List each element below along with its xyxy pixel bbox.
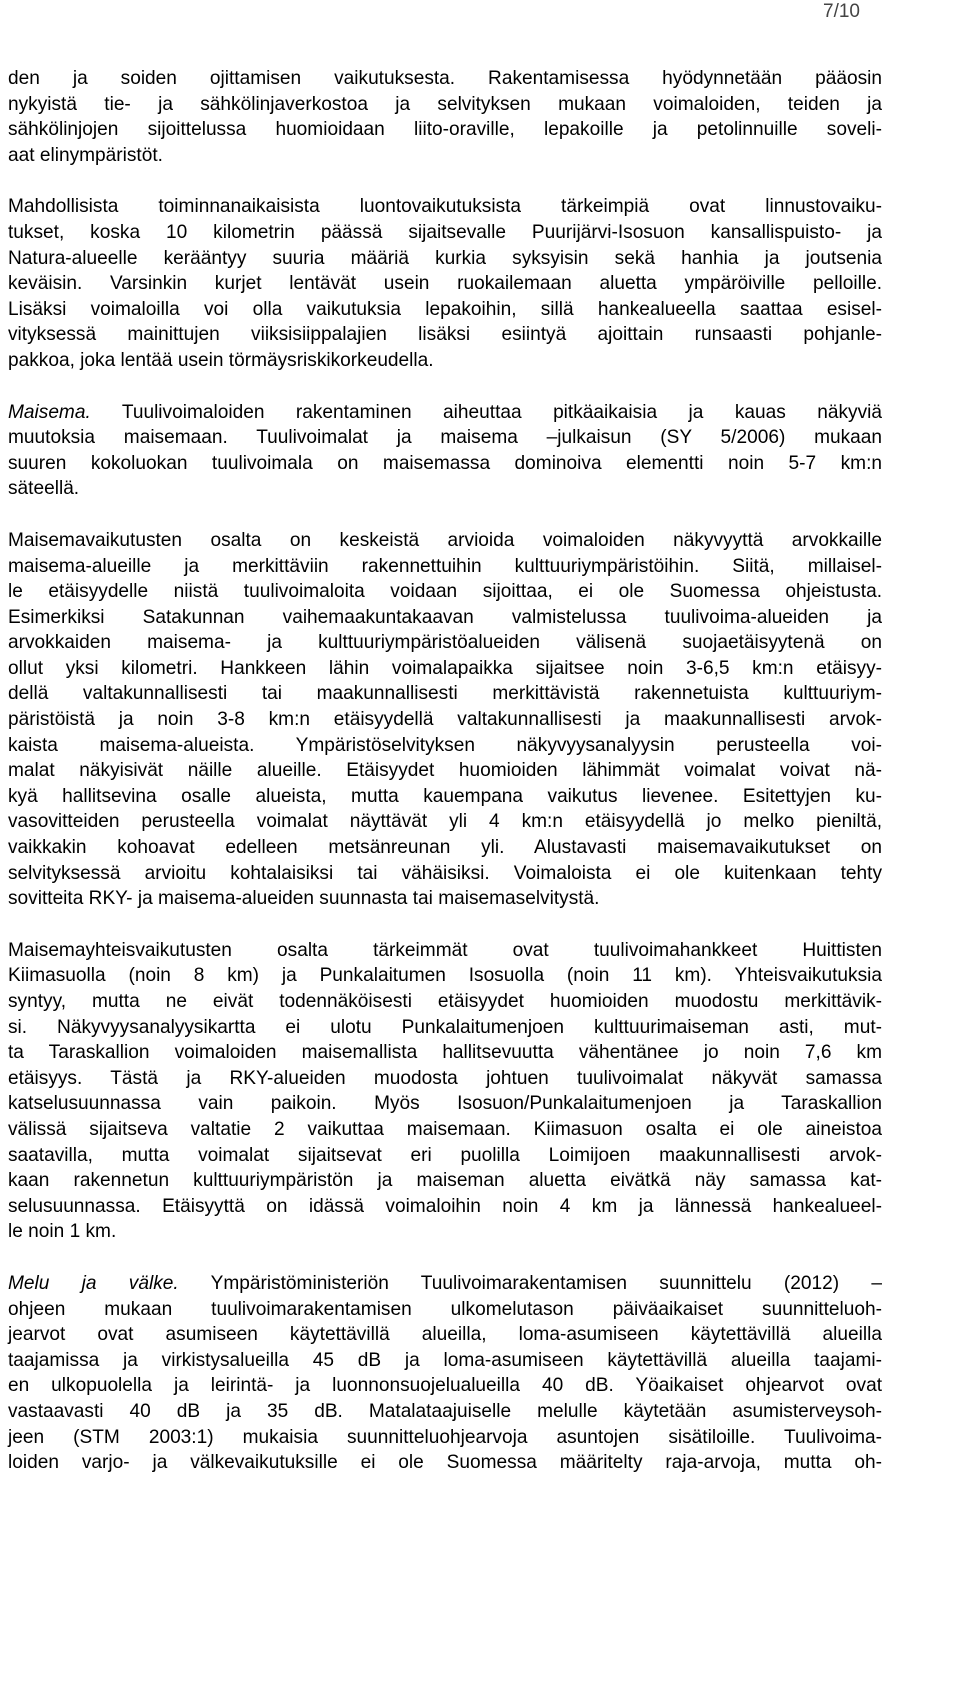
section-lead-melu-ja-valke: Melu ja välke. xyxy=(8,1272,179,1294)
text-line: le noin 1 km. xyxy=(8,1221,117,1243)
text-line: den ja soiden ojittamisen vaikutuksesta. Rakentamisessa hyödynnetään pääosin xyxy=(8,68,882,89)
text-line: päristöistä ja noin 3-8 km:n etäisyydellä valtakunnallisesti ja maakunnallisesti arvok- xyxy=(8,709,882,731)
section-lead-maisema: Maisema. xyxy=(8,401,91,423)
text-line: vaikkakin kohoavat edelleen metsänreunan yli. Alustavasti maisemavaikutukset on xyxy=(8,837,882,859)
text-line: maisema-alueille ja merkittäviin rakennettuihin kulttuuriympäristöihin. Siitä, millaisel- xyxy=(8,555,882,577)
text-line: ollut yksi kilometri. Hankkeen lähin voimalapaikka sijaitsee noin 3-6,5 km:n etäisyy- xyxy=(8,657,882,679)
text-line: saatavilla, mutta voimalat sijaitsevat eri puolilla Loimijoen maakunnallisesti arvok- xyxy=(8,1144,882,1166)
text-line: etäisyys. Tästä ja RKY-alueiden muodosta johtuen tuulivoimalat näkyvät samassa xyxy=(8,1067,882,1089)
text-line: ohjeen mukaan tuulivoimarakentamisen ulkomelutason päiväaikaiset suunnitteluoh- xyxy=(8,1298,882,1320)
text-line: vastaavasti 40 dB ja 35 dB. Matalataajuiselle melulle käytetään asumisterveysoh- xyxy=(8,1400,882,1422)
text-line: selusuunnassa. Etäisyyttä on idässä voimaloihin noin 4 km ja lännessä hankealueel- xyxy=(8,1195,882,1217)
paragraph-maisema xyxy=(8,400,882,502)
text-line: vityksessä mainittujen viiksisiippalajien lisäksi esiintyä ajoittain runsaasti pohjanle- xyxy=(8,324,882,346)
text-line: sähkölinjojen sijoittelussa huomioidaan liito-oraville, lepakoille ja petolinnuille soveli- xyxy=(8,119,882,141)
text-line: kaista maisema-alueista. Ympäristöselvityksen näkyvyysanalyysin perusteella voi- xyxy=(8,734,882,756)
text-line xyxy=(8,400,882,426)
text-line: Maisemayhteisvaikutusten osalta tärkeimmät ovat tuulivoimahankkeet Huittisten xyxy=(8,939,882,961)
text-line xyxy=(8,1271,882,1297)
text-line: loiden varjo- ja välkevaikutuksille ei ole Suomessa määritelty raja-arvoja, mutta oh- xyxy=(8,1452,882,1474)
text-line: Esimerkiksi Satakunnan vaihemaakuntakaavan valmistelussa tuulivoima-alueiden ja xyxy=(8,606,882,628)
document-body xyxy=(8,66,882,1502)
text-line: pakkoa, joka lentää usein törmäysriskikorkeudella. xyxy=(8,349,434,371)
page-number: 7/10 xyxy=(823,1,860,22)
text-line: aat elinympäristöt. xyxy=(8,144,163,166)
text-line: tukset, koska 10 kilometrin päässä sijaitsevalle Puurijärvi-Isosuon kansallispuisto- ja xyxy=(8,221,882,243)
text-line: Natura-alueelle kerääntyy suuria määriä kurkia syksyisin sekä hanhia ja joutsenia xyxy=(8,247,882,269)
paragraph-melu-ja-valke xyxy=(8,1271,882,1476)
text-line: jearvot ovat asumiseen käytettävillä alueilla, loma-asumiseen käytettävillä alueilla xyxy=(8,1324,882,1346)
text-line: Kiimasuolla (noin 8 km) ja Punkalaitumen Isosuolla (noin 11 km). Yhteisvaikutuksia xyxy=(8,965,882,987)
text-line: säteellä. xyxy=(8,478,80,500)
text-line: syntyy, mutta ne eivät todennäköisesti etäisyydet huomioiden muodostu merkittävik- xyxy=(8,991,882,1012)
text-line: muutoksia maisemaan. Tuulivoimalat ja maisema –julkaisun (SY 5/2006) mukaan xyxy=(8,427,882,449)
text-line: Lisäksi voimaloilla voi olla vaikutuksia lepakoihin, sillä hankealueella saattaa esisel- xyxy=(8,298,882,320)
paragraph-yhteisvaikutukset xyxy=(8,938,882,1245)
paragraph-maisemavaikutukset xyxy=(8,528,882,912)
text-line: keväisin. Varsinkin kurjet lentävät usein ruokailemaan aluetta ympäröiville pelloille. xyxy=(8,273,882,295)
paragraph-luontovaikutukset xyxy=(8,194,882,373)
text-line: nykyistä tie- ja sähkölinjaverkostoa ja selvityksen mukaan voimaloiden, teiden ja xyxy=(8,93,882,115)
text-line: taajamissa ja virkistysalueilla 45 dB ja loma-asumiseen käytettävillä alueilla taajami- xyxy=(8,1349,882,1371)
text-line: selvityksessä arvioitu kohtalaisiksi tai vähäisiksi. Voimaloista ei ole kuitenkaan tehty xyxy=(8,862,882,884)
paragraph-ojitus xyxy=(8,66,882,168)
text-line: välissä sijaitseva valtatie 2 vaikuttaa maisemaan. Kiimasuon osalta ei ole aineistoa xyxy=(8,1118,882,1140)
text-line: suuren kokoluokan tuulivoimala on maisemassa dominoiva elementti noin 5-7 km:n xyxy=(8,452,882,474)
text-line: malat näkyisivät näille alueille. Etäisyydet huomioiden lähimmät voimalat voivat nä- xyxy=(8,760,882,782)
text-segment: Tuulivoimaloiden rakentaminen aiheuttaa pitkäaikaisia ja kauas näkyviä xyxy=(90,401,882,423)
text-line: dellä valtakunnallisesti tai maakunnallisesti merkittävistä rakennetuista kulttuuriym- xyxy=(8,683,882,705)
text-line: Maisemavaikutusten osalta on keskeistä arvioida voimaloiden näkyvyyttä arvokkaille xyxy=(8,529,882,551)
text-line: vasovitteiden perusteella voimalat näyttävät yli 4 km:n etäisyydellä jo melko pieniltä, xyxy=(8,811,882,833)
text-line: kaan rakennetun kulttuuriympäristön ja maiseman aluetta eivätkä näy samassa kat- xyxy=(8,1170,882,1192)
text-line: ta Taraskallion voimaloiden maisemallista hallitsevuutta vähentänee jo noin 7,6 km xyxy=(8,1042,882,1064)
text-line: en ulkopuolella ja leirintä- ja luonnonsuojelualueilla 40 dB. Yöaikaiset ohjearvot ovat xyxy=(8,1375,882,1397)
text-line: katselusuunnassa vain paikoin. Myös Isosuon/Punkalaitumenjoen ja Taraskallion xyxy=(8,1093,882,1115)
text-line: Mahdollisista toiminnanaikaisista luontovaikutuksista tärkeimpiä ovat linnustovaiku- xyxy=(8,196,882,218)
text-segment: Ympäristöministeriön Tuulivoimarakentamisen suunnittelu (2012) – xyxy=(178,1272,882,1294)
text-line: jeen (STM 2003:1) mukaisia suunnitteluohjearvoja asuntojen sisätiloille. Tuulivoima- xyxy=(8,1426,882,1448)
text-line: sovitteita RKY- ja maisema-alueiden suunnasta tai maisemaselvitystä. xyxy=(8,888,600,910)
text-line: kyä hallitsevina osalle alueista, mutta kauempana vaikutus lievenee. Esitettyjen ku- xyxy=(8,785,882,807)
text-line: si. Näkyvyysanalyysikartta ei ulotu Punkalaitumenjoen kulttuurimaiseman asti, mut- xyxy=(8,1016,882,1038)
text-line: le etäisyydelle niistä tuulivoimaloita voidaan sijoittaa, ei ole Suomessa ohjeistusta. xyxy=(8,581,882,603)
text-line: arvokkaiden maisema- ja kulttuuriympäristöalueiden välisenä suojaetäisyytenä on xyxy=(8,632,882,654)
